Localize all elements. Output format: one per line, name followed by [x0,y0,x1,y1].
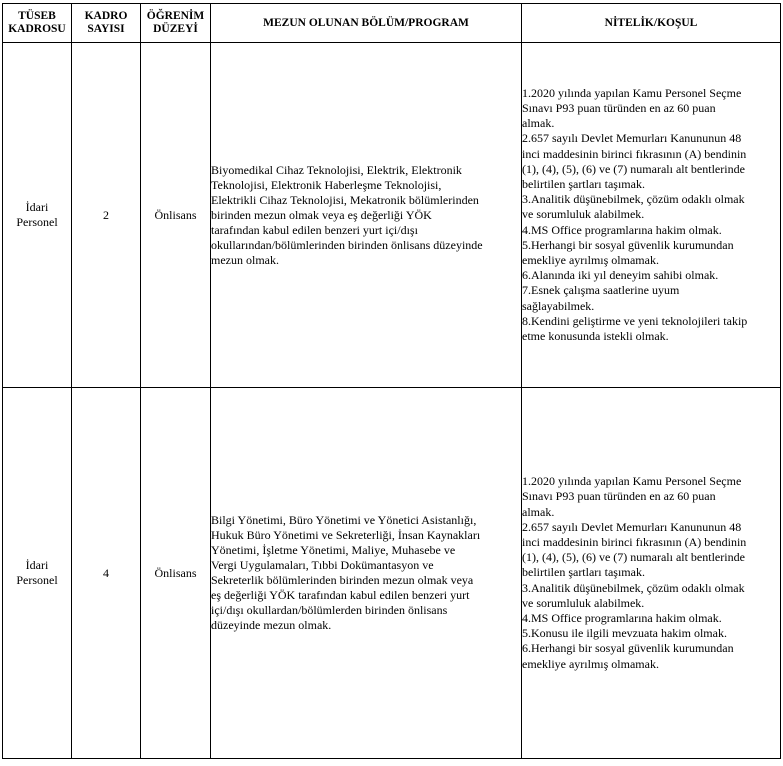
nitelik-cell [522,43,781,388]
header-duzey-line: DÜZEYİ [153,23,198,35]
sayi-cell: 4 [72,388,141,759]
bolum-line: Biyomedikal Cihaz Teknolojisi, Elektrik, Elektronik [211,162,462,177]
header-row [3,4,781,43]
bolum-line: Sekreterlik bölümlerinden birinden mezun olmak veya [211,573,474,587]
bolum-line: içi/dışı okullardan/bölümlerden birinden önlisans [211,603,448,617]
header-duzey [141,4,211,43]
bolum-line: Vergi Uygulamaları, Tıbbi Dokümantasyon ve [211,558,434,572]
header-kadro [3,4,72,43]
header-duzey-line: ÖĞRENİM [146,10,205,22]
nitelik-line: Sınavı P93 puan türünden en az 60 puan [522,489,716,504]
bolum-line: düzeyinde mezun olmak. [211,618,332,632]
nitelik-line: Sınavı P93 puan türünden en az 60 puan [522,100,716,115]
bolum-cell [211,43,522,388]
bolum-line: birinden mezun olmak veya eş değerliği YÖK [211,207,432,222]
bolum-line: Elektrikli Cihaz Teknolojisi, Mekatronik bölümlerinden [211,192,479,207]
header-sayi-line: SAYISI [87,23,125,35]
bolum-line: Yönetimi, İşletme Yönetimi, Maliye, Muhasebe ve [211,543,456,557]
kadro-line: İdari [25,558,49,572]
header-kadro-line: KADROSU [8,23,66,35]
nitelik-line: 4.MS Office programlarına hakim olmak. [522,222,722,237]
bolum-line: Bilgi Yönetimi, Büro Yönetimi ve Yönetici Asistanlığı, [211,513,477,527]
sayi-cell: 2 [72,43,141,388]
nitelik-line: almak. [522,504,555,519]
nitelik-line: ve sorumluluk alabilmek. [522,207,645,222]
header-nitelik: NİTELİK/KOŞUL [522,4,781,43]
header-sayi-line: KADRO [84,10,128,22]
nitelik-line: 2.657 sayılı Devlet Memurları Kanununun 48 [522,519,742,534]
nitelik-line: etme konusunda istekli olmak. [522,329,669,344]
duzey-cell: Önlisans [141,388,211,759]
table-row [3,43,781,388]
table-row [3,388,781,759]
nitelik-line: 1.2020 yılında yapılan Kamu Personel Seçme [522,85,742,100]
bolum-cell [211,388,522,759]
nitelik-line: 3.Analitik düşünebilmek, çözüm odaklı olmak [522,580,745,595]
nitelik-line: 1.2020 yılında yapılan Kamu Personel Seçme [522,474,742,489]
header-sayi [72,4,141,43]
positions-table [2,3,781,759]
nitelik-line: almak. [522,116,555,131]
nitelik-line: 4.MS Office programlarına hakim olmak. [522,611,722,625]
bolum-line: Teknolojisi, Elektronik Haberleşme Teknolojisi, [211,177,442,192]
nitelik-line: 5.Herhangi bir sosyal güvenlik kurumundan [522,237,734,252]
nitelik-cell [522,388,781,759]
kadro-cell [3,388,72,759]
nitelik-line: ve sorumluluk alabilmek. [522,595,645,610]
nitelik-line: 3.Analitik düşünebilmek, çözüm odaklı olmak [522,192,745,207]
bolum-line: tarafından kabul edilen benzeri yurt içi/dışı [211,222,418,237]
header-bolum: MEZUN OLUNAN BÖLÜM/PROGRAM [211,4,522,43]
kadro-line: Personel [16,215,58,229]
nitelik-line: 6.Herhangi bir sosyal güvenlik kurumundan [522,641,734,656]
bolum-line: eş değerliği YÖK tarafından kabul edilen benzeri yurt [211,588,470,602]
header-kadro-line: TÜSEB [18,10,56,22]
nitelik-line: 6.Alanında iki yıl deneyim sahibi olmak. [522,268,719,283]
nitelik-line: inci maddesinin birinci fıkrasının (A) bendinin [522,534,747,549]
bolum-line: Hukuk Büro Yönetimi ve Sekreterliği, İnsan Kaynakları [211,528,481,542]
nitelik-line: belirtilen şartları taşımak. [522,176,645,191]
nitelik-line: 2.657 sayılı Devlet Memurları Kanununun 48 [522,131,742,146]
nitelik-line: (1), (4), (5), (6) ve (7) numaralı alt bentlerinde [522,550,745,565]
duzey-cell: Önlisans [141,43,211,388]
nitelik-line: 7.Esnek çalışma saatlerine uyum [522,283,680,298]
nitelik-line: belirtilen şartları taşımak. [522,565,645,580]
bolum-line: mezun olmak. [211,252,279,267]
nitelik-line: sağlayabilmek. [522,298,595,313]
nitelik-line: emekliye ayrılmış olmamak. [522,253,659,267]
nitelik-line: (1), (4), (5), (6) ve (7) numaralı alt bentlerinde [522,161,745,176]
kadro-cell [3,43,72,388]
nitelik-line: emekliye ayrılmış olmamak. [522,656,659,671]
nitelik-line: 5.Konusu ile ilgili mevzuata hakim olmak. [522,626,727,641]
nitelik-line: inci maddesinin birinci fıkrasının (A) bendinin [522,146,747,161]
kadro-line: Personel [16,573,58,587]
kadro-line: İdari [25,200,49,214]
nitelik-line: 8.Kendini geliştirme ve yeni teknolojileri takip [522,313,748,328]
bolum-line: okullarından/bölümlerinden birinden önlisans düzeyinde [211,237,483,252]
